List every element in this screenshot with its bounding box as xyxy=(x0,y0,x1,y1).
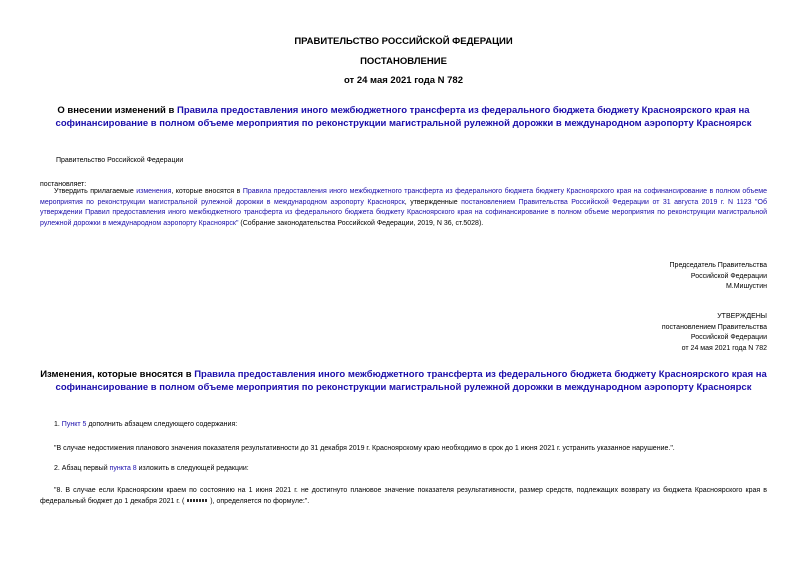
body-paragraph xyxy=(40,187,767,229)
resolves-label: постановляет: xyxy=(40,181,87,188)
signature-line-3: М.Мишустин xyxy=(725,283,767,290)
item-2-text: изложить в следующей редакции: xyxy=(136,465,249,472)
quote-2-text-a: "8. В случае если Красноярским краем по состоянию на 1 июня 2021 г. не достигнуто плановое значение показателя результативности, размер средств, подлежащих возврату из бюджета Красноярского края в федеральный бюджет до 1 декабря 2021 г. ( xyxy=(40,487,767,505)
clause-5-link[interactable]: Пункт 5 xyxy=(61,421,87,428)
approved-line-1: УТВЕРЖДЕНЫ xyxy=(717,313,767,320)
document-date: от 24 мая 2021 года N 782 xyxy=(343,75,464,86)
changes-heading xyxy=(40,368,767,394)
government-name: Правительство Российской Федерации xyxy=(56,157,184,164)
body-text-3: , утвержденные xyxy=(404,198,462,206)
rules-link[interactable]: Правила предоставления иного межбюджетного трансферта из федерального бюджета бюджету Красноярского края на софинансирование в полном объеме мероприятия по реконструкции магистральной рулежной дорожки в международном аэропорту Красноярск xyxy=(40,188,767,206)
approved-line-3: Российской Федерации xyxy=(690,334,767,341)
change-item-1 xyxy=(54,420,237,431)
signature-block xyxy=(670,261,767,293)
changes-link[interactable]: изменения xyxy=(136,188,172,195)
document-heading xyxy=(40,104,767,130)
document-type: ПОСТАНОВЛЕНИЕ xyxy=(360,56,447,67)
clause-8-link[interactable]: пункта 8 xyxy=(109,465,137,472)
resolution-link[interactable]: постановлением Правительства Российской Федерации от 31 августа 2019 г. N 1123 "Об утверждении Правил предоставления иного межбюджетного трансферта из федерального бюджета бюджету Красноярского края на софинансирование в полном объеме мероприятия по реконструкции магистральной рулежной дорожки в международном аэропорту Красноярск" xyxy=(40,198,767,227)
body-text-1: Утвердить прилагаемые xyxy=(54,188,137,195)
quote-2 xyxy=(40,486,767,507)
body-text-4: (Собрание законодательства Российской Федерации, 2019, N 36, ст.5028). xyxy=(238,219,484,227)
changes-heading-prefix: Изменения, которые вносятся в xyxy=(40,369,195,380)
quote-2-text-b: ), определяется по формуле:". xyxy=(210,497,310,505)
heading-prefix: О внесении изменений в xyxy=(57,105,177,116)
approved-line-4: от 24 мая 2021 года N 782 xyxy=(681,344,767,352)
item-1-text: дополнить абзацем следующего содержания: xyxy=(86,421,238,428)
signature-line-2: Российской Федерации xyxy=(690,272,767,280)
body-text-2: , которые вносятся в xyxy=(171,188,243,195)
item-1-number: 1. xyxy=(54,421,62,428)
item-2-prefix: 2. Абзац первый xyxy=(54,465,110,472)
approved-block xyxy=(662,312,767,354)
government-title: ПРАВИТЕЛЬСТВО РОССИЙСКОЙ ФЕДЕРАЦИИ xyxy=(294,36,513,47)
quote-1: "В случае недостижения планового значения показателя результативности до 31 декабря 2019 г. Красноярскому краю необходимо в срок до 1 июня 2021 г. устранить указанное нарушение.". xyxy=(54,445,675,452)
signature-line-1: Председатель Правительства xyxy=(669,262,767,269)
formula-image xyxy=(184,497,210,504)
changes-heading-rules-link[interactable]: Правила предоставления иного межбюджетного трансферта из федерального бюджета бюджету Красноярского края на софинансирование в полном объеме мероприятия по реконструкции магистральной рулежной дорожки в международном аэропорту Красноярск xyxy=(55,369,767,393)
heading-rules-link[interactable]: Правила предоставления иного межбюджетного трансферта из федерального бюджета бюджету Красноярского края на софинансирование в полном объеме мероприятия по реконструкции магистральной рулежной дорожки в международном аэропорту Красноярск xyxy=(55,105,752,129)
change-item-2 xyxy=(54,464,249,475)
approved-line-2: постановлением Правительства xyxy=(661,323,767,331)
